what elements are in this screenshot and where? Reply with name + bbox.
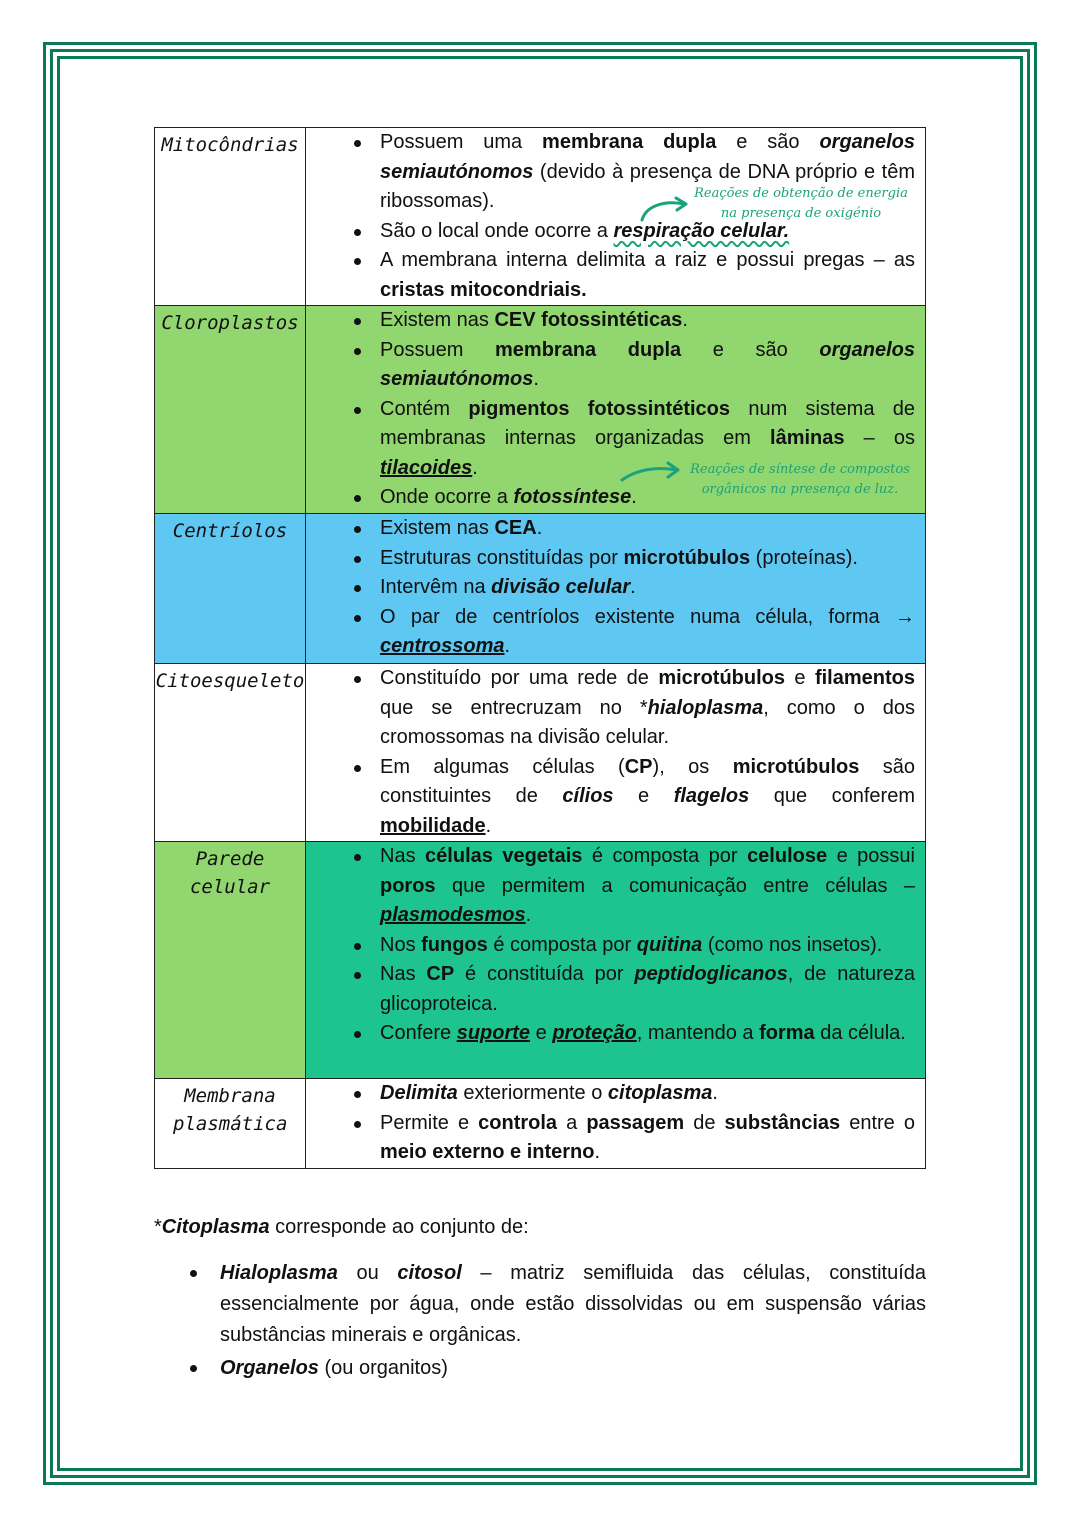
text-run: ou	[337, 1262, 398, 1284]
text-run: forma	[759, 1022, 815, 1044]
text-run: .	[533, 368, 539, 390]
text-run: controla	[478, 1111, 558, 1134]
text-run: Possuem	[380, 338, 496, 361]
text-run: e	[613, 785, 674, 807]
text-run: Organelos	[220, 1357, 319, 1379]
organelle-description	[306, 514, 926, 664]
list-item	[354, 1079, 915, 1109]
table-row	[155, 664, 926, 842]
text-run: Constituído por uma rede de	[380, 667, 659, 689]
text-run: e	[785, 667, 815, 689]
text-run: Hialoplasma	[220, 1262, 338, 1284]
text-run: CP	[624, 755, 653, 778]
text-run: Contém	[380, 397, 469, 420]
text-run: corresponde ao conjunto de:	[269, 1216, 529, 1238]
text-run: – matriz semifluida das células, constituída essencialmente por água, onde estão dissolvidas ou em suspensão várias substâncias minerais e orgânicas.	[220, 1262, 926, 1346]
photosynthesis-arrow-icon	[618, 458, 686, 488]
text-run: a	[557, 1111, 587, 1134]
text-run: meio externo e interno	[380, 1141, 595, 1163]
text-run: A membrana interna delimita a raiz e possui pregas – as	[380, 249, 915, 271]
text-run: , de natureza glicoproteica.	[380, 963, 916, 1015]
photosynthesis-note: Reações de síntese de compostos orgânicos na presença de luz.	[690, 462, 910, 497]
text-run: exteriormente o	[457, 1082, 608, 1104]
text-run: tilacoides	[380, 456, 473, 479]
respiration-note: Reações de obtenção de energia na presença de oxigénio	[694, 186, 908, 221]
list-item	[354, 842, 915, 931]
text-run: (devido à presença de DNA próprio e têm ribossomas).	[380, 160, 915, 212]
text-run: .	[525, 904, 532, 926]
text-run: suporte	[456, 1022, 531, 1044]
text-run: .	[472, 456, 478, 479]
text-run: São o local onde ocorre a	[380, 219, 614, 242]
organelle-description	[306, 842, 926, 1079]
text-run: CP	[426, 963, 455, 985]
list-item	[190, 1258, 926, 1351]
text-run: centrossoma	[380, 635, 505, 657]
text-run: CEA	[494, 517, 537, 539]
text-run: (ou organitos)	[318, 1357, 448, 1379]
bullet-list	[306, 514, 915, 662]
bullet-list	[306, 842, 915, 1049]
text-run: .	[536, 517, 543, 539]
text-run: .	[712, 1082, 718, 1104]
text-run: lâminas	[770, 427, 845, 449]
text-run: , mantendo a	[636, 1022, 760, 1044]
text-run: que conferem	[749, 785, 915, 807]
organelle-description	[306, 664, 926, 842]
text-run: fungos	[421, 933, 488, 956]
list-item	[190, 1353, 926, 1384]
text-run: organelos semiautónomos	[380, 338, 915, 390]
list-item	[354, 1019, 915, 1049]
organelle-name: Mitocôndrias	[155, 128, 306, 306]
text-run: (como nos insetos).	[702, 933, 883, 956]
text-run: da célula.	[814, 1022, 906, 1044]
list-item	[354, 603, 915, 662]
text-run: plasmodesmos	[380, 904, 526, 926]
text-run: e são	[716, 131, 820, 153]
text-run: (proteínas).	[750, 546, 858, 569]
text-run: Nas	[380, 845, 426, 867]
text-run: .	[631, 486, 637, 508]
text-run: pigmentos fotossintéticos	[468, 397, 731, 420]
text-run: respiração celular.	[613, 219, 790, 242]
text-run: CEV fotossintéticas	[494, 309, 683, 331]
text-run: divisão celular	[491, 576, 631, 598]
text-run: microtúbulos	[658, 667, 786, 689]
cytoplasm-definition	[154, 1212, 926, 1243]
text-run: peptidoglicanos	[634, 963, 788, 985]
text-run: são constituintes de	[380, 755, 916, 807]
text-run: hialoplasma	[647, 696, 764, 719]
text-run: Possuem uma	[380, 131, 543, 153]
text-run: flagelos	[673, 785, 750, 807]
text-run: Permite e	[380, 1111, 479, 1134]
text-run: proteção	[552, 1022, 637, 1044]
text-run: e	[530, 1022, 553, 1044]
text-run: citosol	[397, 1262, 462, 1284]
organelle-name: Membrana plasmática	[155, 1079, 306, 1169]
table-row	[155, 1079, 926, 1169]
respiration-arrow-icon	[636, 194, 696, 224]
list-item	[354, 1109, 915, 1168]
list-item	[354, 960, 915, 1019]
list-item	[354, 544, 915, 574]
text-run: .	[485, 814, 492, 837]
text-run: .	[594, 1141, 601, 1163]
text-run: cristas mitocondriais.	[380, 278, 587, 301]
text-run: Existem nas	[380, 517, 495, 539]
text-run: é composta por	[582, 845, 748, 867]
text-run: Nas	[380, 963, 427, 985]
text-run: O par de centríolos existente numa célula, forma →	[380, 605, 915, 628]
text-run: que permitem a comunicação entre células –	[435, 874, 915, 897]
organelle-name: Citoesqueleto	[155, 664, 306, 842]
cytoplasm-list	[190, 1258, 926, 1386]
text-run: microtúbulos	[732, 755, 860, 778]
text-run: ), os	[652, 755, 733, 778]
organelles-table	[154, 127, 926, 1169]
organelle-name: Parede celular	[155, 842, 306, 1079]
organelle-name: Cloroplastos	[155, 306, 306, 514]
list-item	[354, 306, 915, 336]
list-item	[354, 514, 915, 544]
text-run: .	[504, 635, 511, 657]
text-run: de	[684, 1111, 725, 1134]
text-run: quitina	[636, 933, 703, 956]
text-run: e são	[681, 338, 820, 361]
table-row	[155, 842, 926, 1079]
text-run: é composta por	[487, 933, 637, 956]
list-item	[354, 573, 915, 603]
text-run: Onde ocorre a	[380, 486, 514, 508]
list-item	[354, 246, 915, 305]
list-item	[354, 664, 915, 753]
text-run: Existem nas	[380, 309, 495, 331]
text-run: Estruturas constituídas por	[380, 546, 624, 569]
text-run: cílios	[562, 785, 614, 807]
text-run: membrana dupla	[495, 338, 682, 361]
text-run: entre o	[840, 1111, 915, 1134]
text-run: mobilidade	[380, 814, 486, 837]
text-run: microtúbulos	[623, 546, 751, 569]
text-run: celulose	[747, 845, 828, 867]
text-run: num sistema de membranas internas organizadas em	[380, 397, 916, 449]
text-run: citoplasma	[607, 1082, 713, 1104]
text-run: organelos semiautónomos	[380, 131, 916, 183]
table-row	[155, 514, 926, 664]
text-run: *	[154, 1216, 162, 1238]
text-run: filamentos	[814, 667, 915, 689]
text-run: passagem	[586, 1111, 685, 1134]
text-run: fotossíntese	[513, 486, 632, 508]
organelle-name: Centríolos	[155, 514, 306, 664]
text-run: células vegetais	[425, 845, 583, 867]
text-run: é constituída por	[454, 963, 635, 985]
text-run: e possui	[827, 845, 915, 867]
text-run: Nos	[380, 933, 422, 956]
text-run: Citoplasma	[161, 1216, 270, 1238]
text-run: membrana dupla	[542, 131, 717, 153]
text-run: Em algumas células (	[380, 755, 625, 778]
text-run: , como o dos cromossomas na divisão celular.	[380, 696, 915, 748]
text-run: Delimita	[380, 1082, 458, 1104]
bullet-list	[306, 664, 915, 841]
bullet-list	[306, 1079, 915, 1168]
text-run: Intervêm na	[380, 576, 492, 598]
text-run: .	[630, 576, 636, 598]
text-run: poros	[380, 874, 436, 897]
text-run: – os	[844, 427, 915, 449]
list-item	[354, 931, 915, 961]
text-run: Confere	[380, 1022, 457, 1044]
list-item	[354, 336, 915, 395]
text-run: que se entrecruzam no *	[380, 696, 648, 719]
organelle-description	[306, 1079, 926, 1169]
text-run: substâncias	[724, 1111, 841, 1134]
text-run: .	[682, 309, 688, 331]
list-item	[354, 753, 915, 842]
